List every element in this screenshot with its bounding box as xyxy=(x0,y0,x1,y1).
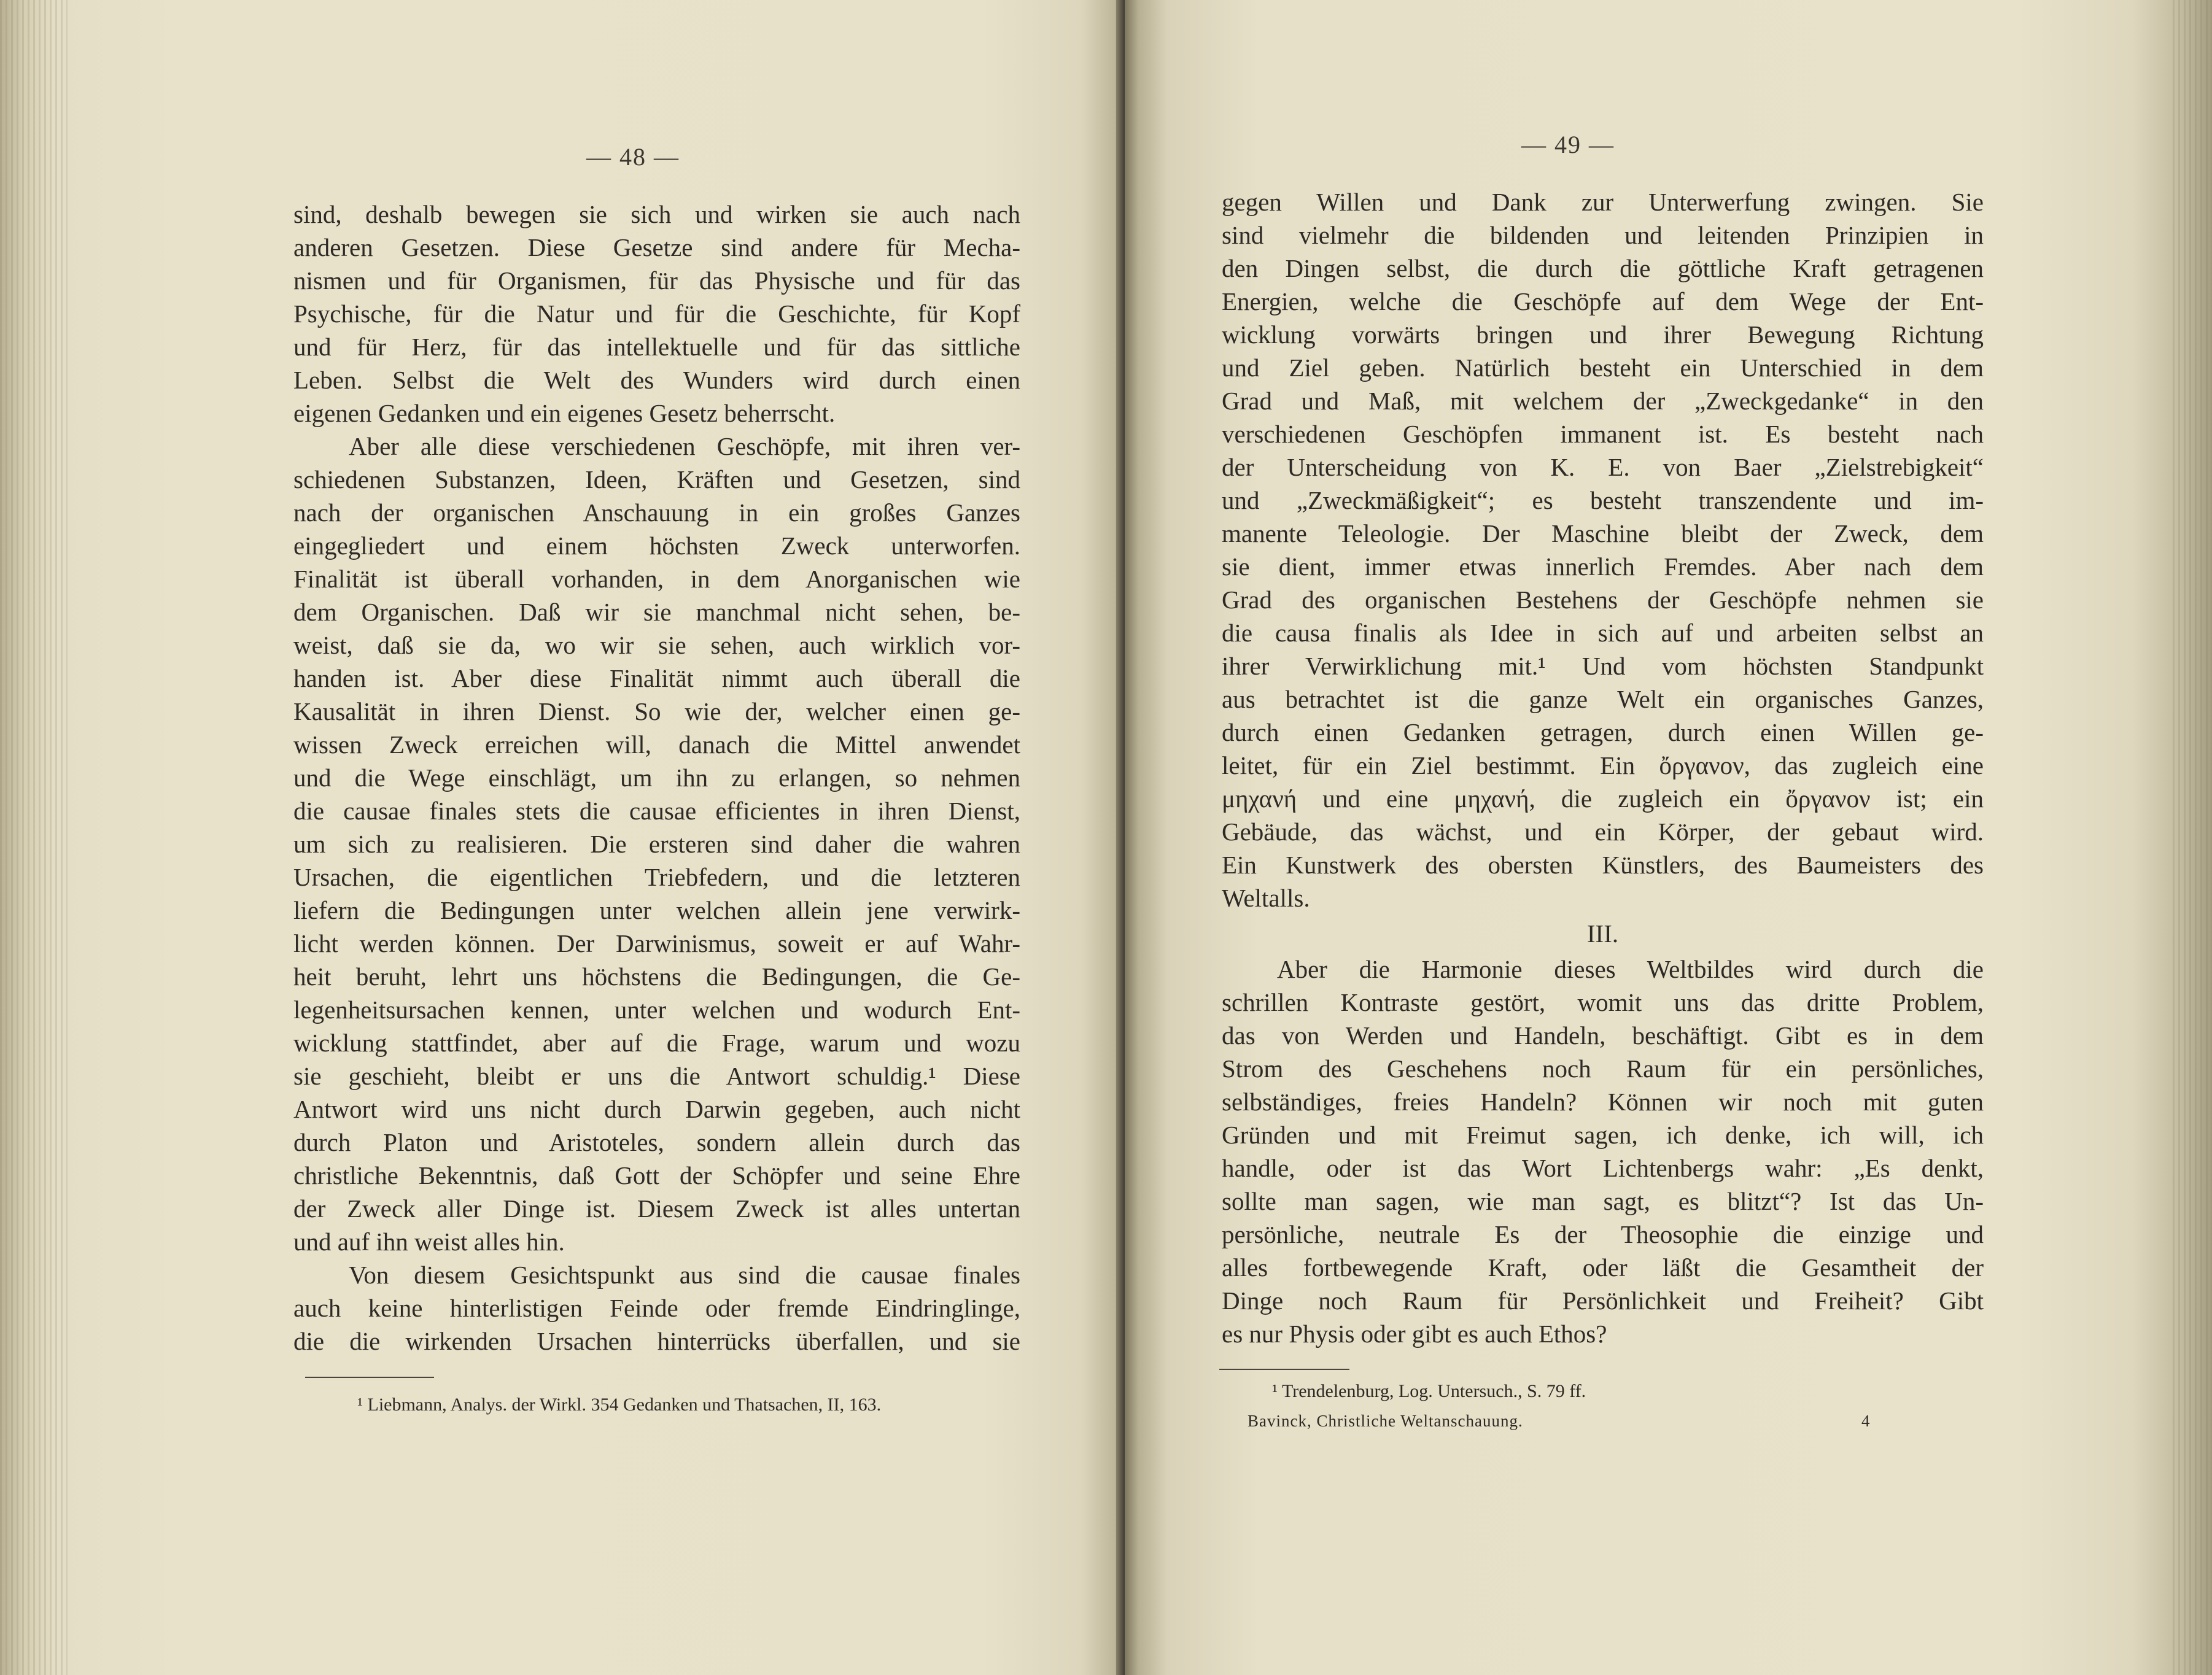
text-line: die causa finalis als Idee in sich auf und arbeiten selbst an xyxy=(1222,619,1984,647)
text-line: durch einen Gedanken getragen, durch einen Willen ge- xyxy=(1222,718,1984,746)
text-line: heit beruht, lehrt uns höchstens die Bedingungen, die Ge- xyxy=(293,962,1020,991)
text-line: sie dient, immer etwas innerlich Fremdes. Aber nach dem xyxy=(1222,552,1984,581)
text-line: selbständiges, freies Handeln? Können wir noch mit guten xyxy=(1222,1088,1984,1116)
text-line: wissen Zweck erreichen will, danach die Mittel anwendet xyxy=(293,730,1020,759)
right-page xyxy=(1125,0,2212,1675)
text-line: Strom des Geschehens noch Raum für ein persönliches, xyxy=(1222,1054,1984,1083)
page-number: — 48 — xyxy=(586,143,680,171)
text-line: wicklung stattfindet, aber auf die Frage, warum und wozu xyxy=(293,1029,1020,1057)
text-line: nismen und für Organismen, für das Physische und für das xyxy=(293,266,1020,295)
text-line: Ein Kunstwerk des obersten Künstlers, des Baumeisters des xyxy=(1222,851,1984,879)
text-line: dem Organischen. Daß wir sie manchmal nicht sehen, be- xyxy=(293,598,1020,626)
text-line: Grad des organischen Bestehens der Geschöpfe nehmen sie xyxy=(1222,586,1984,614)
text-line: persönliche, neutrale Es der Theosophie die einzige und xyxy=(1222,1220,1984,1248)
text-line: und auf ihn weist alles hin. xyxy=(293,1228,565,1256)
text-line: schrillen Kontraste gestört, womit uns das dritte Problem, xyxy=(1222,988,1984,1016)
text-line: der Zweck aller Dinge ist. Diesem Zweck ist alles untertan xyxy=(293,1194,1020,1223)
text-line: aus betrachtet ist die ganze Welt ein organisches Ganzes, xyxy=(1222,685,1984,713)
text-line: legenheitsursachen kennen, unter welchen und wodurch Ent- xyxy=(293,996,1020,1024)
text-line: Leben. Selbst die Welt des Wunders wird durch einen xyxy=(293,366,1020,394)
text-line: Aber die Harmonie dieses Weltbildes wird durch die xyxy=(1277,955,1984,983)
text-line: auch keine hinterlistigen Feinde oder fremde Eindringlinge, xyxy=(293,1294,1020,1322)
footnote-divider xyxy=(1219,1369,1349,1370)
text-line: und Ziel geben. Natürlich besteht ein Unterschied in dem xyxy=(1222,354,1984,382)
text-line: Aber alle diese verschiedenen Geschöpfe, mit ihren ver- xyxy=(349,432,1020,460)
text-line: Kausalität in ihren Dienst. So wie der, welcher einen ge- xyxy=(293,697,1020,725)
text-line: sind, deshalb bewegen sie sich und wirken sie auch nach xyxy=(293,200,1020,228)
text-line: μηχανή und eine μηχανή, die zugleich ein ὄργανον ist; ein xyxy=(1222,784,1984,813)
text-line: der Unterscheidung von K. E. von Baer „Zielstrebigkeit“ xyxy=(1222,453,1984,481)
text-line: handen ist. Aber diese Finalität nimmt auch überall die xyxy=(293,664,1020,692)
section-heading: III. xyxy=(1586,919,1619,948)
text-line: Von diesem Gesichtspunkt aus sind die causae finales xyxy=(349,1261,1020,1289)
text-line: die causae finales stets die causae efficientes in ihren Dienst, xyxy=(293,797,1020,825)
text-line: und die Wege einschlägt, um ihn zu erlangen, so nehmen xyxy=(293,764,1020,792)
text-line: weist, daß sie da, wo wir sie sehen, auch wirklich vor- xyxy=(293,631,1020,659)
footnote-divider xyxy=(305,1377,434,1378)
text-line: sollte man sagen, wie man sagt, es blitzt“? Ist das Un- xyxy=(1222,1187,1984,1215)
text-line: liefern die Bedingungen unter welchen allein jene verwirk- xyxy=(293,896,1020,924)
text-line: Psychische, für die Natur und für die Geschichte, für Kopf xyxy=(293,300,1020,328)
text-line: um sich zu realisieren. Die ersteren sind daher die wahren xyxy=(293,830,1020,858)
text-line: ihrer Verwirklichung mit.¹ Und vom höchsten Standpunkt xyxy=(1222,652,1984,680)
text-line: und „Zweckmäßigkeit“; es besteht transzendente und im- xyxy=(1222,486,1984,514)
text-line: nach der organischen Anschauung in ein großes Ganzes xyxy=(293,498,1020,527)
body-text xyxy=(1222,185,1984,1350)
text-line: sie geschieht, bleibt er uns die Antwort schuldig.¹ Diese xyxy=(293,1062,1020,1090)
text-line: durch Platon und Aristoteles, sondern allein durch das xyxy=(293,1128,1020,1156)
text-line: Finalität ist überall vorhanden, in dem Anorganischen wie xyxy=(293,565,1020,593)
text-line: das von Werden und Handeln, beschäftigt. Gibt es in dem xyxy=(1222,1021,1984,1050)
text-line: anderen Gesetzen. Diese Gesetze sind andere für Mecha- xyxy=(293,233,1020,261)
text-line: leitet, für ein Ziel bestimmt. Ein ὄργανον, das zugleich eine xyxy=(1222,751,1984,779)
text-line: licht werden können. Der Darwinismus, soweit er auf Wahr- xyxy=(293,929,1020,957)
text-line: schiedenen Substanzen, Ideen, Kräften und Gesetzen, sind xyxy=(293,465,1020,493)
text-line: christliche Bekenntnis, daß Gott der Schöpfer und seine Ehre xyxy=(293,1161,1020,1190)
text-line: alles fortbewegende Kraft, oder läßt die Gesamtheit der xyxy=(1222,1253,1984,1282)
text-line: Ursachen, die eigentlichen Triebfedern, und die letzteren xyxy=(293,863,1020,891)
text-line: es nur Physis oder gibt es auch Ethos? xyxy=(1222,1320,1607,1348)
text-line: eingegliedert und einem höchsten Zweck unterworfen. xyxy=(293,532,1020,560)
text-line: den Dingen selbst, die durch die göttliche Kraft getragenen xyxy=(1222,254,1984,282)
text-line: verschiedenen Geschöpfen immanent ist. Es besteht nach xyxy=(1222,420,1984,448)
text-line: wicklung vorwärts bringen und ihrer Bewegung Richtung xyxy=(1222,320,1984,349)
text-line: die die wirkenden Ursachen hinterrücks überfallen, und sie xyxy=(293,1327,1020,1355)
text-line: gegen Willen und Dank zur Unterwerfung zwingen. Sie xyxy=(1222,188,1984,216)
footer-signature: 4 xyxy=(1861,1412,1871,1430)
text-line: Energien, welche die Geschöpfe auf dem Wege der Ent- xyxy=(1222,287,1984,315)
text-line: Antwort wird uns nicht durch Darwin gegeben, auch nicht xyxy=(293,1095,1020,1123)
text-line: Gebäude, das wächst, und ein Körper, der gebaut wird. xyxy=(1222,818,1984,846)
text-line: manente Teleologie. Der Maschine bleibt der Zweck, dem xyxy=(1222,519,1984,547)
page-number: — 49 — xyxy=(1521,131,1615,158)
text-line: und für Herz, für das intellektuelle und für das sittliche xyxy=(293,333,1020,361)
footnote: ¹ Trendelenburg, Log. Untersuch., S. 79 ff. xyxy=(1272,1381,1586,1401)
footnote: ¹ Liebmann, Analys. der Wirkl. 354 Gedanken und Thatsachen, II, 163. xyxy=(357,1395,882,1415)
body-text xyxy=(293,198,1020,1358)
text-line: Weltalls. xyxy=(1222,884,1310,912)
page-edge-stack xyxy=(2169,0,2212,1675)
text-line: handle, oder ist das Wort Lichtenbergs wahr: „Es denkt, xyxy=(1222,1154,1984,1182)
text-line: eigenen Gedanken und ein eigenes Gesetz beherrscht. xyxy=(293,399,836,427)
text-line: Gründen und mit Freimut sagen, ich denke, ich will, ich xyxy=(1222,1121,1984,1149)
text-line: Grad und Maß, mit welchem der „Zweckgedanke“ in den xyxy=(1222,387,1984,415)
text-line: Dinge noch Raum für Persönlichkeit und Freiheit? Gibt xyxy=(1222,1286,1984,1315)
text-line: sind vielmehr die bildenden und leitenden Prinzipien in xyxy=(1222,221,1984,249)
footer-title: Bavinck, Christliche Weltanschauung. xyxy=(1248,1412,1523,1430)
page-edge-stack xyxy=(0,0,68,1675)
